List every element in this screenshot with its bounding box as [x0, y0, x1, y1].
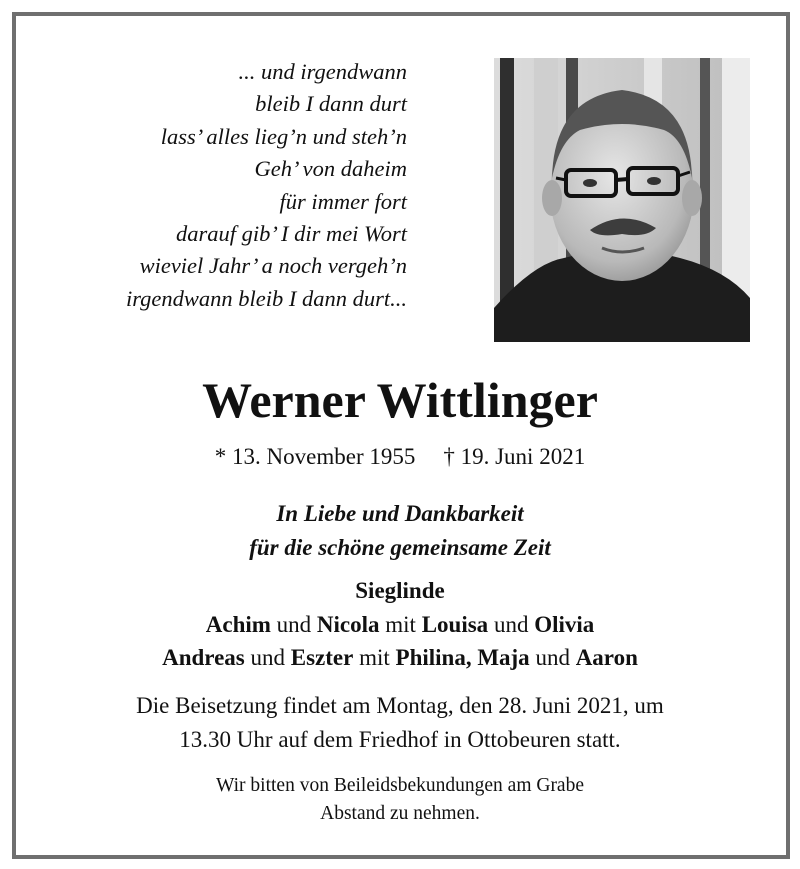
family-name: Philina, Maja: [395, 645, 530, 670]
family-name: Andreas: [162, 645, 245, 670]
family-mourners: [0, 574, 800, 675]
life-dates: [0, 440, 800, 474]
family-line: [0, 608, 800, 642]
family-name: Louisa: [421, 611, 489, 637]
portrait-photo: [494, 58, 750, 342]
poem-line: bleib I dann durt: [255, 91, 407, 117]
family-name: Achim: [205, 611, 271, 637]
family-name: Sieglinde: [355, 578, 445, 603]
family-joiner: mit: [353, 645, 396, 670]
family-name: Eszter: [290, 645, 354, 670]
condolence-request-line: Wir bitten von Beileidsbekundungen am Grabe: [216, 775, 584, 796]
poem-line: lass’ alles lieg’n und steh’n: [160, 123, 407, 149]
poem-line: wieviel Jahr’ a noch vergeh’n: [139, 253, 407, 279]
poem-line: ... und irgendwann: [238, 59, 407, 84]
poem: [7, 56, 407, 315]
dedication-line: für die schöne gemeinsame Zeit: [249, 535, 551, 560]
family-line: [0, 641, 800, 675]
dedication: [0, 497, 800, 565]
family-joiner: und: [270, 611, 317, 637]
family-joiner: und: [488, 611, 535, 637]
portrait-image: [494, 58, 750, 342]
family-joiner: mit: [379, 611, 422, 637]
family-name: Aaron: [575, 645, 638, 670]
family-line: [0, 574, 800, 608]
funeral-info-line: Die Beisetzung findet am Montag, den 28. Juni 2021, um: [136, 693, 664, 718]
dedication-line: In Liebe und Dankbarkeit: [276, 501, 524, 526]
poem-line: darauf gib’ I dir mei Wort: [175, 221, 407, 247]
funeral-info: [0, 689, 800, 757]
condolence-request: [0, 772, 800, 828]
family-joiner: und: [529, 645, 576, 670]
birth-date: * 13. November 1955: [214, 444, 416, 469]
deceased-name: Werner Wittlinger: [202, 372, 598, 428]
poem-line: Geh’ von daheim: [254, 156, 407, 182]
family-joiner: und: [244, 645, 291, 670]
death-date: † 19. Juni 2021: [443, 444, 586, 469]
condolence-request-line: Abstand zu nehmen.: [320, 803, 480, 824]
poem-line: irgendwann bleib I dann durt...: [125, 285, 407, 311]
funeral-info-line: 13.30 Uhr auf dem Friedhof in Ottobeuren statt.: [179, 727, 621, 752]
poem-line: für immer fort: [279, 188, 407, 214]
family-name: Nicola: [316, 611, 380, 637]
family-name: Olivia: [534, 611, 595, 637]
